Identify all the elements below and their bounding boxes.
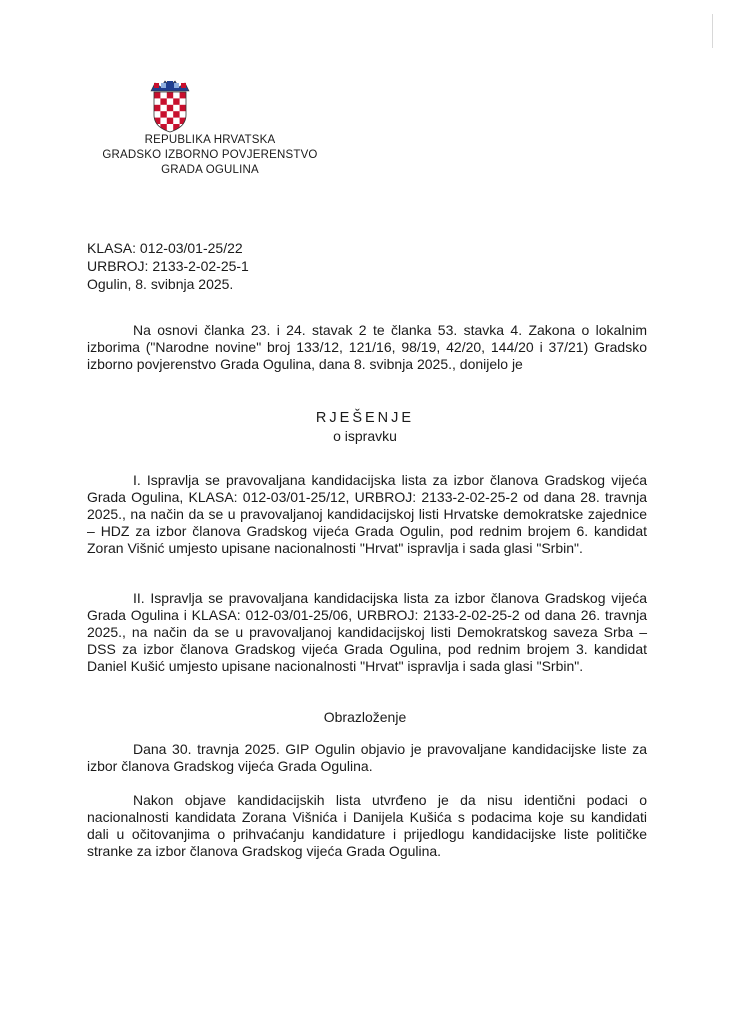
reasoning-paragraph-1: Dana 30. travnja 2025. GIP Ogulin objavio je pravovaljane kandidacijske liste za izbor članova Gradskog vijeća Grada Ogulina. <box>87 741 647 774</box>
shield <box>154 92 186 133</box>
header-city: GRADA OGULINA <box>161 164 259 176</box>
decision-subtitle: o ispravku <box>333 428 397 444</box>
preamble-paragraph: Na osnovi članka 23. i 24. stavak 2 te članka 53. stavka 4. Zakona o lokalnim izborima ("Narodne novine" broj 133/12, 121/16, 98/19, 42/20, 144/20 i 37/21) Gradsko izborno povjerenstvo Grada Ogulina, dana 8. svibnja 2025., donijelo je <box>87 322 647 372</box>
decision-item-1: I. Ispravlja se pravovaljana kandidacijska lista za izbor članova Gradskog vijeća Grada Ogulina, KLASA: 012-03/01-25/12, URBROJ: 2133-2-02-25-2 od dana 28. travnja 2025., na način da se u pravovaljanoj kandidacijskoj listi Hrvatske demokratske zajednice – HDZ za izbor članova Gradskog vijeća Grada Ogulin, pod rednim brojem 6. kandidat Zoran Višnić umjesto upisane nacionalnosti "Hrvat" ispravlja i sada glasi "Srbin". <box>87 472 647 556</box>
klasa-line: KLASA: 012-03/01-25/22 <box>87 240 243 256</box>
coat-of-arms-icon <box>147 77 193 133</box>
scan-artifact <box>712 14 713 48</box>
crown <box>151 81 189 91</box>
reasoning-paragraph-2: Nakon objave kandidacijskih lista utvrđeno je da nisu identični podaci o nacionalnosti kandidata Zorana Višnića i Danijela Kušića s podacima koje su kandidati dali u očitovanjima o prihvaćanju kandidature i prijedlogu kandidacijske liste političke stranke za izbor članova Gradskog vijeća Grada Ogulina. <box>87 792 647 859</box>
decision-item-2: II. Ispravlja se pravovaljana kandidacijska lista za izbor članova Gradskog vijeća Grada Ogulina i KLASA: 012-03/01-25/06, URBROJ: 2133-2-02-25-2 od dana 26. travnja 2025., na način da se u pravovaljanoj kandidacijskoj listi Demokratskog saveza Srba – DSS za izbor članova Gradskog vijeća Grada Ogulina, pod rednim brojem 3. kandidat Daniel Kušić umjesto upisane nacionalnosti "Hrvat" ispravlja i sada glasi "Srbin". <box>87 590 647 674</box>
decision-title: RJEŠENJE <box>315 410 415 426</box>
urbroj-line: URBROJ: 2133-2-02-25-1 <box>87 258 249 274</box>
place-date-line: Ogulin, 8. svibnja 2025. <box>87 276 234 292</box>
reasoning-title: Obrazloženje <box>323 709 407 725</box>
header-republic: REPUBLIKA HRVATSKA <box>144 134 276 146</box>
header-commission: GRADSKO IZBORNO POVJERENSTVO <box>102 149 318 161</box>
